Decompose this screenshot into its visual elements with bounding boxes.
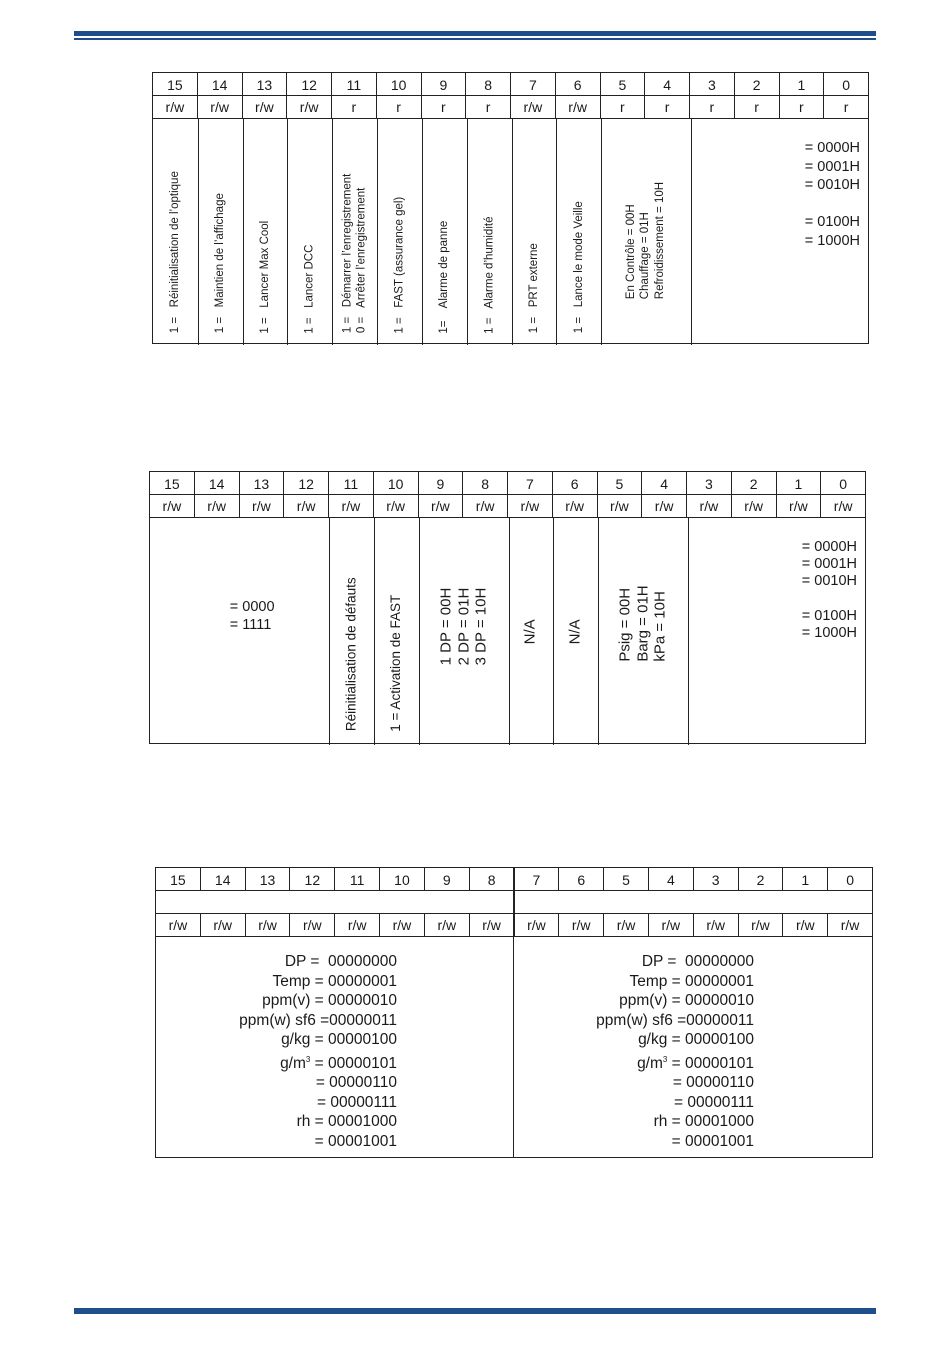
register-table-3 bbox=[155, 867, 873, 1158]
encoding-text: Temp = 00000001 bbox=[272, 972, 397, 990]
header-rule bbox=[74, 31, 876, 36]
bit-14-access: r/w bbox=[201, 914, 246, 936]
bit-8-access: r/w bbox=[463, 495, 508, 517]
bit-15-access: r/w bbox=[153, 96, 198, 118]
encoding-text: ppm(w) sf6 =00000011 bbox=[239, 1011, 397, 1029]
bit-1-access: r/w bbox=[777, 495, 822, 517]
bit-desc-optics-reset: 1 = Réinitialisation de l’optique bbox=[169, 171, 182, 334]
bit-11-number: 11 bbox=[335, 868, 380, 891]
bit-1-number: 1 bbox=[780, 73, 825, 96]
bit-7-access: r/w bbox=[511, 96, 556, 118]
bit-6-access: r/w bbox=[559, 914, 604, 936]
bit-2-number: 2 bbox=[739, 868, 784, 891]
bit-desc-external-prt: 1 = PRT externe bbox=[527, 243, 540, 334]
bit-desc-fault-reset: Réinitialisation de défauts bbox=[343, 577, 359, 732]
bit-10-access: r bbox=[377, 96, 422, 118]
bit-desc-standby-mode: 1 = Lance le mode Veille bbox=[572, 201, 585, 334]
bit-desc-fault-alarm: 1= Alarme de panne bbox=[438, 220, 451, 334]
bit-11-number: 11 bbox=[332, 73, 377, 96]
bit-8-number: 8 bbox=[466, 73, 511, 96]
bit-2-number: 2 bbox=[732, 472, 777, 495]
bit-5-number: 5 bbox=[598, 472, 643, 495]
bit-11-access: r/w bbox=[329, 495, 374, 517]
bit-10-access: r/w bbox=[374, 495, 419, 517]
bit-12-number: 12 bbox=[284, 472, 329, 495]
bit-number-row bbox=[150, 472, 865, 495]
bit-8-access: r/w bbox=[470, 914, 515, 936]
bit-7-number: 7 bbox=[508, 472, 553, 495]
bit-desc-fast-activation: 1 = Activation de FAST bbox=[388, 594, 404, 732]
bit-15-number: 15 bbox=[153, 73, 198, 96]
bit-9-number: 9 bbox=[422, 73, 467, 96]
bit-9-access: r/w bbox=[425, 914, 470, 936]
bit-0-access: r bbox=[843, 99, 849, 115]
encoding-text: ppm(w) sf6 =00000011 bbox=[596, 1011, 754, 1029]
encoding-text: g/kg = 00000100 bbox=[281, 1031, 397, 1048]
bit-number-row bbox=[156, 868, 872, 891]
bit-15-number: 15 bbox=[150, 472, 195, 495]
bit-2-access: r/w bbox=[739, 914, 784, 936]
access-row bbox=[153, 96, 868, 118]
bit-15-number: 15 bbox=[156, 868, 201, 891]
bit-10-number: 10 bbox=[374, 472, 419, 495]
encoding-text: DP = 00000000 bbox=[641, 953, 754, 970]
bit-12-number: 12 bbox=[290, 868, 335, 891]
bit-desc-logging: 1 = Démarrer l’enregistrement 0 = Arrêter l’enregistrement bbox=[341, 173, 368, 334]
bit-10-number: 10 bbox=[377, 73, 422, 96]
footer-rule bbox=[74, 1308, 876, 1314]
bit-10-number: 10 bbox=[380, 868, 425, 891]
bit-desc-bit6-na: N/A bbox=[566, 618, 584, 644]
bit-desc-fast-frost: 1 = FAST (assurance gel) bbox=[393, 196, 406, 334]
encoding-text: = 00000111 bbox=[673, 1093, 754, 1111]
bit-1-number: 1 bbox=[783, 868, 828, 891]
bit-3-number: 3 bbox=[694, 868, 739, 891]
bit-13-access: r/w bbox=[240, 495, 285, 517]
bit-0-number: 0 bbox=[842, 76, 851, 93]
encoding-text: rh = 00001000 bbox=[653, 1113, 754, 1130]
bit-11-access: r/w bbox=[335, 914, 380, 936]
bit-13-number: 13 bbox=[246, 868, 291, 891]
bit-5-access: r/w bbox=[598, 495, 643, 517]
bit-14-number: 14 bbox=[198, 73, 243, 96]
bit-1-access: r/w bbox=[783, 914, 828, 936]
bit-desc-pressure-units: Psig = 00H Barg = 01H kPa = 10H bbox=[616, 584, 669, 662]
bit-2-access: r bbox=[735, 96, 780, 118]
bit-12-access: r/w bbox=[284, 495, 329, 517]
bit-12-number: 12 bbox=[287, 73, 332, 96]
bit-0-number: 0 bbox=[846, 871, 854, 888]
bit-desc-control-state: En Contrôle = 00H Chauffage = 01H Refroidissement = 10H bbox=[625, 181, 667, 300]
encoding-text: g/kg = 00000100 bbox=[638, 1031, 754, 1048]
bit-14-access: r/w bbox=[195, 495, 240, 517]
bit-desc-mode-codes: = 0000H = 0001H = 0010H = 0100H = 1000H bbox=[801, 539, 857, 642]
bit-3-number: 3 bbox=[687, 472, 732, 495]
header-rule-thin bbox=[74, 38, 876, 40]
bit-desc-dp-resolution: 1 DP = 00H 2 DP = 01H 3 DP = 10H bbox=[437, 587, 490, 665]
bit-14-access: r/w bbox=[198, 96, 243, 118]
encoding-text: Temp = 00000001 bbox=[629, 972, 754, 990]
bit-number-row bbox=[153, 73, 868, 96]
bit-13-access: r/w bbox=[246, 914, 291, 936]
bit-9-number: 9 bbox=[419, 472, 464, 495]
bit-desc-dcc: 1 = Lancer DCC bbox=[303, 244, 316, 334]
bit-desc-bit7-na: N/A bbox=[522, 618, 540, 644]
bit-5-access: r bbox=[601, 96, 646, 118]
bit-13-number: 13 bbox=[243, 73, 288, 96]
encoding-text: = 00000101 bbox=[310, 1054, 397, 1072]
bit-6-number: 6 bbox=[556, 73, 601, 96]
bit-12-access: r/w bbox=[290, 914, 335, 936]
encoding-text: g/m bbox=[280, 1054, 306, 1072]
bit-15-access: r/w bbox=[156, 914, 201, 936]
bit-14-number: 14 bbox=[201, 868, 246, 891]
bit-4-access: r/w bbox=[642, 495, 687, 517]
high-byte-encoding bbox=[239, 952, 397, 1151]
bit-8-number: 8 bbox=[463, 472, 508, 495]
bit-11-number: 11 bbox=[329, 472, 374, 495]
bit-3-access: r bbox=[690, 96, 735, 118]
bit-3-access: r/w bbox=[687, 495, 732, 517]
encoding-text: ppm(v) = 00000010 bbox=[262, 992, 397, 1009]
bit-0-access: r/w bbox=[840, 917, 860, 933]
bit-desc-max-cool: 1 = Lancer Max Cool bbox=[258, 220, 271, 334]
bit-8-access: r bbox=[466, 96, 511, 118]
bit-14-number: 14 bbox=[195, 472, 240, 495]
encoding-text: = 00001001 bbox=[314, 1132, 397, 1150]
bit-5-number: 5 bbox=[601, 73, 646, 96]
bit-13-access: r/w bbox=[243, 96, 288, 118]
bit-6-access: r/w bbox=[556, 96, 601, 118]
bit-4-number: 4 bbox=[645, 73, 690, 96]
encoding-text: = 00000101 bbox=[667, 1054, 754, 1072]
bit-desc-display-hold: 1 = Maintien de l’affichage bbox=[214, 193, 227, 334]
bit-desc-humidity-alarm: 1 = Alarme d’humidité bbox=[483, 216, 496, 334]
bit-2-number: 2 bbox=[735, 73, 780, 96]
bit-7-access: r/w bbox=[508, 495, 553, 517]
bit-1-access: r bbox=[780, 96, 825, 118]
bit-15-access: r/w bbox=[150, 495, 195, 517]
bit-desc-mode-codes: = 0000H = 0001H = 0010H = 0100H = 1000H bbox=[804, 140, 860, 249]
bit-1-number: 1 bbox=[777, 472, 822, 495]
bit-8-number: 8 bbox=[470, 868, 515, 891]
encoding-text: = 00000110 bbox=[315, 1074, 397, 1091]
access-row bbox=[156, 914, 872, 936]
encoding-text: g/m bbox=[637, 1054, 663, 1072]
encoding-text: rh = 00001000 bbox=[296, 1113, 397, 1130]
access-row bbox=[150, 495, 865, 517]
bit-7-number: 7 bbox=[515, 868, 560, 891]
bit-10-access: r/w bbox=[380, 914, 425, 936]
low-byte-encoding bbox=[596, 952, 754, 1151]
bit-3-number: 3 bbox=[690, 73, 735, 96]
bit-6-access: r/w bbox=[553, 495, 598, 517]
bit-7-access: r/w bbox=[515, 914, 560, 936]
bit-4-number: 4 bbox=[649, 868, 694, 891]
bit-2-access: r/w bbox=[732, 495, 777, 517]
bit-12-access: r/w bbox=[287, 96, 332, 118]
bit-9-access: r/w bbox=[419, 495, 464, 517]
bit-5-access: r/w bbox=[604, 914, 649, 936]
register-table-2 bbox=[149, 471, 866, 744]
bit-11-access: r bbox=[332, 96, 377, 118]
bit-4-access: r/w bbox=[649, 914, 694, 936]
bit-desc-15-12-values: = 0000 = 1111 bbox=[229, 598, 275, 633]
bit-4-number: 4 bbox=[642, 472, 687, 495]
bit-4-access: r bbox=[645, 96, 690, 118]
encoding-text: = 00000110 bbox=[672, 1074, 754, 1091]
bit-7-number: 7 bbox=[511, 73, 556, 96]
bit-5-number: 5 bbox=[604, 868, 649, 891]
bit-6-number: 6 bbox=[553, 472, 598, 495]
bit-9-number: 9 bbox=[425, 868, 470, 891]
blank-row bbox=[156, 891, 872, 913]
encoding-text: = 00000111 bbox=[316, 1093, 397, 1111]
encoding-text: ppm(v) = 00000010 bbox=[619, 992, 754, 1009]
encoding-text: = 00001001 bbox=[671, 1132, 754, 1150]
bit-6-number: 6 bbox=[559, 868, 604, 891]
superscript: 3 bbox=[662, 1054, 668, 1064]
register-table-1 bbox=[152, 72, 869, 344]
bit-0-access: r/w bbox=[833, 498, 853, 514]
bit-3-access: r/w bbox=[694, 914, 739, 936]
superscript: 3 bbox=[305, 1054, 311, 1064]
bit-9-access: r bbox=[422, 96, 467, 118]
bit-0-number: 0 bbox=[839, 475, 848, 492]
bit-13-number: 13 bbox=[240, 472, 285, 495]
encoding-text: DP = 00000000 bbox=[284, 953, 397, 970]
